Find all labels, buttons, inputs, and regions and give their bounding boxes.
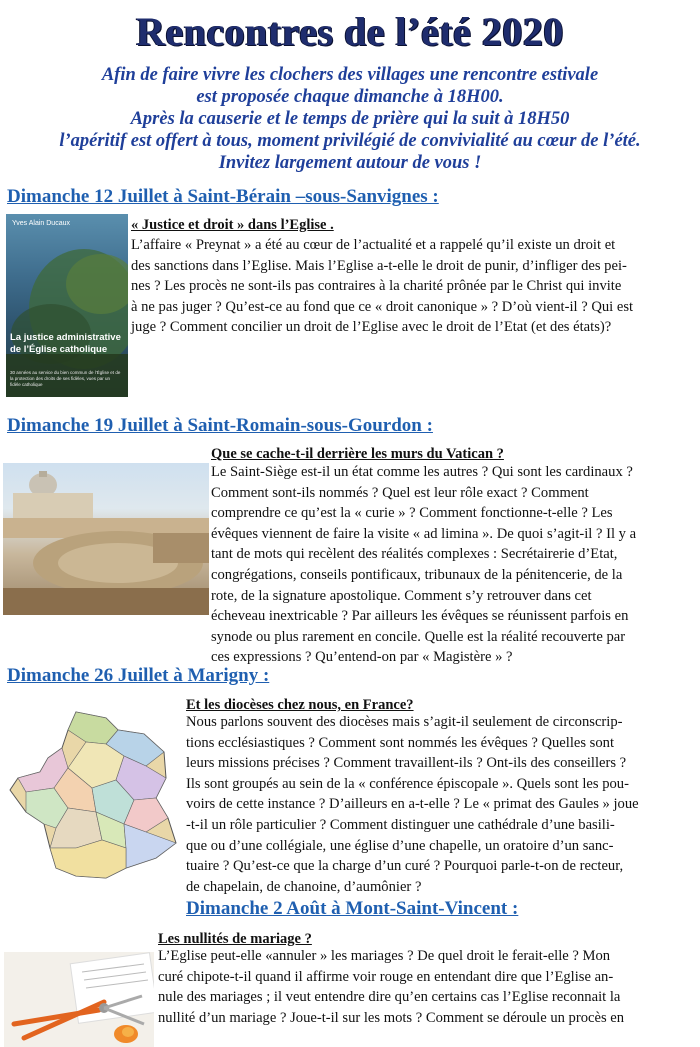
- intro-line: Invitez largement autour de vous !: [218, 153, 482, 173]
- page-title: Rencontres de l’été 2020: [136, 9, 564, 54]
- body-line: Ils sont groupés au sein de la « conférence épiscopale ». Quels sont les pou-: [186, 775, 629, 792]
- intro-line: Afin de faire vivre les clochers des villages une rencontre estivale: [101, 65, 599, 85]
- body-line: Le Saint-Siège est-il un état comme les autres ? Qui sont les cardinaux ?: [211, 464, 633, 480]
- book-author: Yves Alain Ducaux: [12, 220, 70, 227]
- body-line: leurs missions précises ? Comment travaillent-ils ? Ont-ils des conseillers ?: [186, 755, 627, 772]
- book-title-line: de l’Église catholique: [10, 344, 108, 355]
- body-line: nes ? Les procès ne sont-ils pas contraires à la charité prônée par le Christ qui invite: [131, 278, 622, 295]
- intro-text: [0, 64, 700, 174]
- body-line: nullité d’un mariage ? Joue-t-il sur les mots ? Comment se déroule un procès en: [158, 1009, 625, 1026]
- book-subtitle: 30 années au service du bien commun de l’Église et de la protection des droits de ses fidèles, vues par un fidèle catholique: [10, 370, 121, 387]
- body-line: rote, de la signature apostolique. Comment s’y retrouver dans cet: [211, 587, 592, 604]
- section-heading-saint-berain: Dimanche 12 Juillet à Saint-Bérain –sous-Sanvignes :: [7, 186, 439, 207]
- body-line: L’Eglise peut-elle «annuler » les mariages ? De quel droit le ferait-elle ? Mon: [158, 948, 611, 964]
- section-body: [211, 462, 687, 668]
- body-line: tions ecclésiastiques ? Comment sont nommés les évêques ? Quelles sont: [186, 734, 615, 751]
- body-line: des sanctions dans l’Eglise. Mais l’Eglise a-t-elle le droit de punir, d’infliger des pei-: [131, 257, 627, 274]
- body-line: curé chipote-t-il quand il affirme voir rouge en entendant dire que l’Eglise an-: [158, 968, 614, 985]
- france-dioceses-map: [6, 708, 182, 883]
- vatican-photo: [3, 463, 209, 615]
- body-line: -t-il un rôle particulier ? Comment distinguer une cathédrale d’une basili-: [186, 816, 615, 833]
- section-heading-saint-romain: Dimanche 19 Juillet à Saint-Romain-sous-Gourdon :: [7, 415, 433, 436]
- body-line: de chapelain, de chanoine, d’aumônier ?: [186, 878, 422, 895]
- body-line: Comment sont-ils nommés ? Quel est leur rôle exact ? Comment: [211, 484, 589, 501]
- body-line: évêques viennent de faire la visite « ad limina ». De quoi s’agit-il ? Il y a: [211, 525, 637, 542]
- section-heading-marigny: Dimanche 26 Juillet à Marigny :: [7, 665, 270, 686]
- body-line: comprendre ce qu’est la « curie » ? Comment fonctionne-t-elle ? Les: [211, 505, 613, 522]
- section-body: [131, 235, 687, 338]
- body-line: Nous parlons souvent des diocèses mais s’agit-il seulement de circonscrip-: [186, 714, 623, 730]
- body-line: écheveau inextricable ? Par ailleurs les évêques se réunissent parfois en: [211, 608, 629, 625]
- body-line: tuaire ? Qu’est-ce que la charge d’un curé ? Pourquoi parle-t-on de recteur,: [186, 858, 624, 875]
- body-line: juge ? Comment concilier un droit de l’Eglise avec le droit de l’Etat (et des états)?: [131, 319, 612, 336]
- body-line: à ne pas juger ? Qu’est-ce au fond que ce « droit canonique » ? D’où vient-il ? Qui est: [131, 298, 634, 315]
- body-line: voirs de cette instance ? D’ailleurs en a-t-elle ? Le « primat des Gaules » joue: [186, 796, 639, 813]
- body-line: congrégations, conseils pontificaux, tribunaux de la pénitencerie, de la: [211, 566, 623, 583]
- section-body: [186, 712, 686, 897]
- topic-title: Les nullités de mariage ?: [158, 931, 312, 947]
- book-cover-image: [6, 214, 128, 397]
- body-line: tant de mots qui recèlent des réalités complexes : Secrétairerie d’Etat,: [211, 546, 618, 563]
- intro-line: Après la causerie et le temps de prière qui la suit à 18H50: [130, 109, 570, 129]
- section-heading-mont-saint-vincent: Dimanche 2 Août à Mont-Saint-Vincent :: [186, 898, 519, 919]
- topic-title: Que se cache-t-il derrière les murs du Vatican ?: [211, 446, 504, 462]
- body-line: que ou d’une collégiale, une église d’une chapelle, un oratoire d’un sanc-: [186, 837, 614, 854]
- topic-title: Et les diocèses chez nous, en France?: [186, 697, 414, 713]
- broken-marriage-photo: [4, 952, 154, 1047]
- body-line: L’affaire « Preynat » a été au cœur de l’actualité et a rappelé qu’il existe un droit et: [131, 237, 616, 253]
- intro-line: l’apéritif est offert à tous, moment privilégié de convivialité au cœur de l’été.: [59, 131, 641, 151]
- body-line: nule des mariages ; il veut entendre dire qu’en certains cas l’Eglise reconnait la: [158, 989, 621, 1006]
- book-title-line: La justice administrative: [10, 332, 121, 343]
- section-body: [158, 946, 688, 1028]
- topic-title: « Justice et droit » dans l’Eglise .: [131, 217, 334, 233]
- body-line: ces expressions ? Qu’entend-on par « Magistère » ?: [211, 649, 513, 666]
- intro-line: est proposée chaque dimanche à 18H00.: [196, 87, 504, 107]
- body-line: synode ou plus rarement en concile. Quelle est la réalité recouverte par: [211, 628, 626, 645]
